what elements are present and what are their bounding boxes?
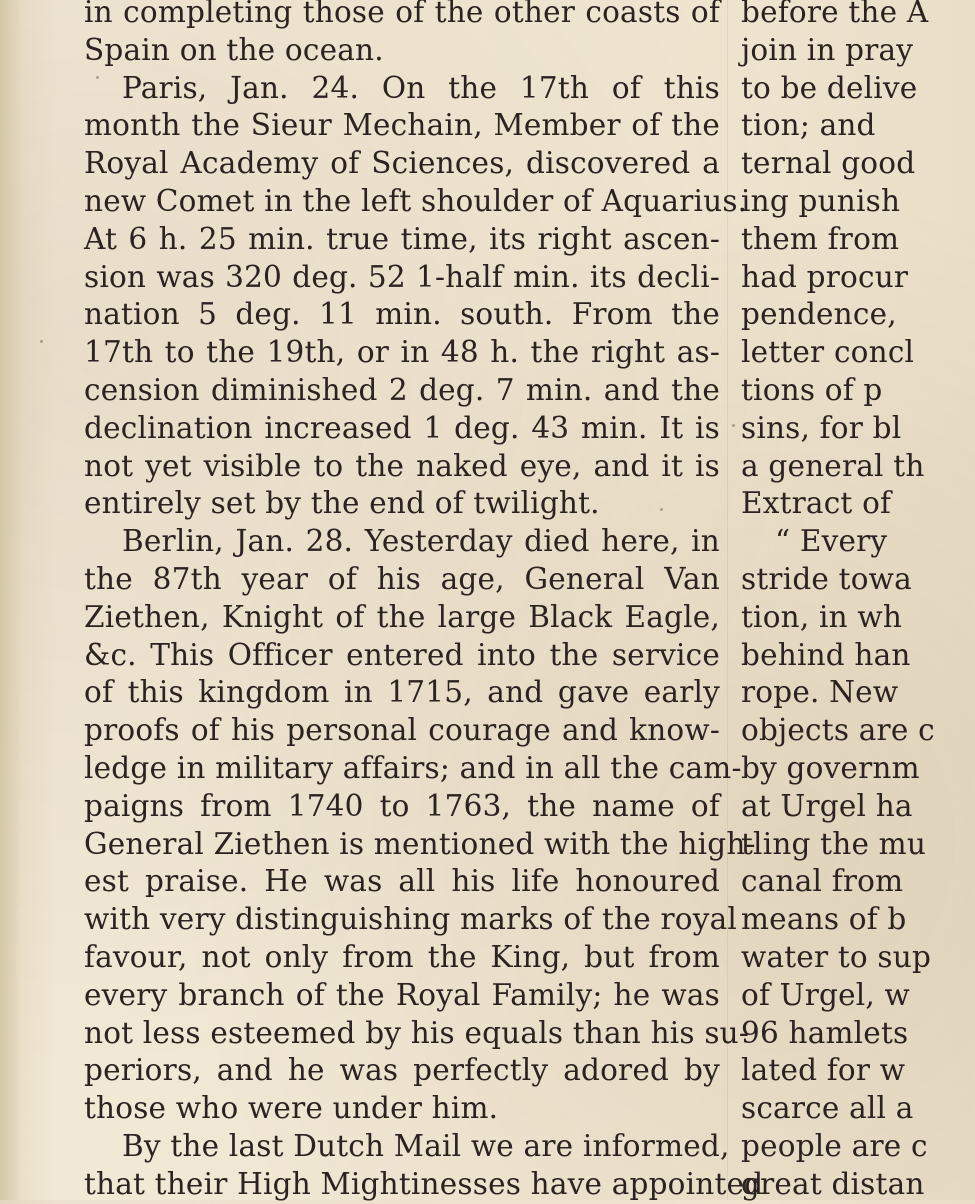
right-column bbox=[741, 0, 941, 1204]
text-line: objects are c bbox=[741, 713, 935, 748]
text-line: not less esteemed by his equals than his su- bbox=[84, 1015, 750, 1050]
text-line: sion was 320 deg. 52 1-half min. its decli- bbox=[84, 259, 720, 294]
text-line: Ziethen, Knight of the large Black Eagle, bbox=[84, 599, 720, 634]
text-line: before the A bbox=[741, 0, 929, 29]
text-line: &c. This Officer entered into the service bbox=[84, 637, 720, 672]
text-line: By the last Dutch Mail we are informed, bbox=[122, 1128, 730, 1163]
text-line: rope. New bbox=[741, 675, 899, 710]
text-line: new Comet in the left shoulder of Aquarius. bbox=[84, 183, 748, 218]
text-line: join in pray bbox=[741, 32, 914, 67]
text-line: lated for w bbox=[741, 1053, 906, 1088]
text-line: scarce all a bbox=[741, 1091, 914, 1126]
text-line: ternal good bbox=[741, 146, 916, 181]
text-line: of this kingdom in 1715, and gave early bbox=[84, 675, 720, 710]
text-line: in completing those of the other coasts of bbox=[84, 0, 720, 29]
text-line: stride towa bbox=[741, 561, 912, 596]
text-line: that their High Mightinesses have appointed bbox=[84, 1166, 764, 1201]
text-line: est praise. He was all his life honoured bbox=[84, 864, 720, 899]
text-line: a general th bbox=[741, 448, 925, 483]
text-line: great distan bbox=[741, 1166, 925, 1201]
text-line: cension diminished 2 deg. 7 min. and the bbox=[84, 372, 720, 407]
text-line: Spain on the ocean. bbox=[84, 32, 384, 67]
text-line: tion; and bbox=[741, 108, 876, 143]
text-line: Extract of bbox=[741, 486, 892, 521]
page-gutter-shadow bbox=[0, 0, 22, 1200]
text-line: At 6 h. 25 min. true time, its right ascen- bbox=[84, 221, 720, 256]
text-line: sins, for bl bbox=[741, 410, 902, 445]
text-line: not yet visible to the naked eye, and it is bbox=[84, 448, 720, 483]
paper-speck bbox=[660, 508, 663, 511]
text-line: General Ziethen is mentioned with the high- bbox=[84, 826, 756, 861]
left-column bbox=[84, 0, 764, 1204]
text-line: tions of p bbox=[741, 372, 883, 407]
text-line: entirely set by the end of twilight. bbox=[84, 486, 600, 521]
text-line: them from bbox=[741, 221, 900, 256]
text-line: 17th to the 19th, or in 48 h. the right as- bbox=[84, 335, 720, 370]
text-line: by governm bbox=[741, 750, 920, 785]
paper-speck bbox=[40, 340, 43, 343]
text-line: canal from bbox=[741, 864, 904, 899]
text-line: Berlin, Jan. 28. Yesterday died here, in bbox=[122, 524, 720, 559]
text-line: behind han bbox=[741, 637, 911, 672]
text-line: proofs of his personal courage and know- bbox=[84, 713, 720, 748]
text-line: people are c bbox=[741, 1128, 928, 1163]
text-line: to be delive bbox=[741, 70, 918, 105]
text-line: of Urgel, w bbox=[741, 977, 911, 1012]
text-line: means of b bbox=[741, 902, 907, 937]
text-line: the 87th year of his age, General Van bbox=[84, 561, 720, 596]
text-line: nation 5 deg. 11 min. south. From the bbox=[84, 297, 720, 332]
text-line: letter concl bbox=[741, 335, 915, 370]
text-line: declination increased 1 deg. 43 min. It is bbox=[84, 410, 720, 445]
text-line: ing punish bbox=[741, 183, 901, 218]
text-line: “ Every bbox=[775, 524, 888, 559]
text-line: pendence, bbox=[741, 297, 897, 332]
text-line: tling the mu bbox=[741, 826, 927, 861]
text-line: ledge in military affairs; and in all the cam- bbox=[84, 750, 742, 785]
text-line: at Urgel ha bbox=[741, 788, 913, 823]
paper-speck bbox=[96, 76, 99, 79]
text-line: water to sup bbox=[741, 939, 932, 974]
text-line: had procur bbox=[741, 259, 909, 294]
text-line: favour, not only from the King, but from bbox=[84, 939, 720, 974]
text-line: with very distinguishing marks of the royal bbox=[84, 902, 738, 937]
text-line: those who were under him. bbox=[84, 1091, 499, 1126]
text-line: periors, and he was perfectly adored by bbox=[84, 1053, 720, 1088]
text-line: tion, in wh bbox=[741, 599, 903, 634]
text-line: Paris, Jan. 24. On the 17th of this bbox=[122, 70, 720, 105]
text-line: month the Sieur Mechain, Member of the bbox=[84, 108, 720, 143]
text-line: 96 hamlets bbox=[741, 1015, 909, 1050]
text-line: paigns from 1740 to 1763, the name of bbox=[84, 788, 720, 823]
paper-speck bbox=[732, 424, 735, 427]
text-line: Royal Academy of Sciences, discovered a bbox=[84, 146, 720, 181]
text-line: every branch of the Royal Family; he was bbox=[84, 977, 720, 1012]
